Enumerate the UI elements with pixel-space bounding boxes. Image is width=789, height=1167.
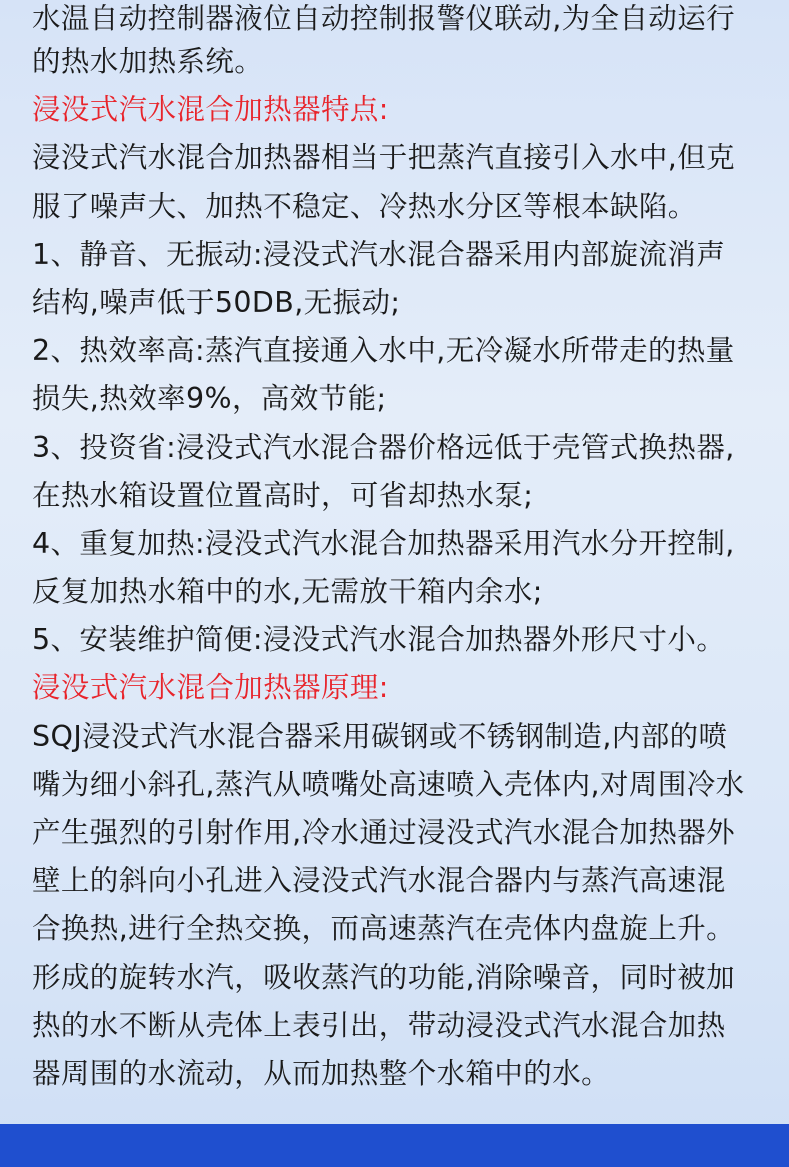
text-line: 2、热效率高:蒸汽直接通入水中,无冷凝水所带走的热量 <box>32 334 735 368</box>
text-line: 壁上的斜向小孔进入浸没式汽水混合器内与蒸汽高速混 <box>32 864 726 898</box>
feature-item-installation <box>32 616 768 664</box>
text-line: 反复加热水箱中的水,无需放干箱内余水; <box>32 575 543 609</box>
feature-item-investment <box>32 424 768 520</box>
principle-paragraph <box>32 713 768 1099</box>
footer-bar <box>0 1124 789 1167</box>
text-line: 产生强烈的引射作用,冷水通过浸没式汽水混合加热器外 <box>32 816 736 849</box>
text-line: 水温自动控制器液位自动控制报警仪联动,为全自动运行 <box>32 2 736 35</box>
text-line: 1、静音、无振动:浸没式汽水混合器采用内部旋流消声 <box>32 237 726 271</box>
features-list <box>32 231 768 665</box>
intro-paragraph <box>32 0 768 86</box>
feature-item-reheating <box>32 520 768 616</box>
feature-item-silent <box>32 231 768 327</box>
text-line: 4、重复加热:浸没式汽水混合加热器采用汽水分开控制, <box>32 526 735 560</box>
text-line: 热的水不断从壳体上表引出，带动浸没式汽水混合加热 <box>32 1008 726 1042</box>
text-line: SQJ浸没式汽水混合器采用碳钢或不锈钢制造,内部的喷 <box>32 719 728 753</box>
text-line: 损失,热效率9%，高效节能; <box>32 382 387 416</box>
principle-heading: 浸没式汽水混合加热器原理: <box>32 671 389 705</box>
text-line: 结构,噪声低于50DB,无振动; <box>32 285 401 319</box>
text-line: 在热水箱设置位置高时，可省却热水泵; <box>32 478 534 512</box>
text-line: 5、安装维护简便:浸没式汽水混合加热器外形尺寸小。 <box>32 623 726 657</box>
features-intro-paragraph <box>32 134 768 230</box>
text-line: 合换热,进行全热交换，而高速蒸汽在壳体内盘旋上升。 <box>32 912 736 946</box>
features-heading: 浸没式汽水混合加热器特点: <box>32 93 389 127</box>
text-line: 3、投资省:浸没式汽水混合器价格远低于壳管式换热器, <box>32 430 735 464</box>
text-line: 嘴为细小斜孔,蒸汽从喷嘴处高速喷入壳体内,对周围冷水 <box>32 767 745 801</box>
text-line: 的热水加热系统。 <box>32 45 264 78</box>
text-line: 服了噪声大、加热不稳定、冷热水分区等根本缺陷。 <box>32 189 697 223</box>
text-line: 器周围的水流动，从而加热整个水箱中的水。 <box>32 1056 611 1090</box>
text-line: 浸没式汽水混合加热器相当于把蒸汽直接引入水中,但克 <box>32 141 736 175</box>
feature-item-efficiency <box>32 327 768 423</box>
text-line: 形成的旋转水汽，吸收蒸汽的功能,消除噪音，同时被加 <box>32 960 736 994</box>
article <box>32 0 768 1098</box>
